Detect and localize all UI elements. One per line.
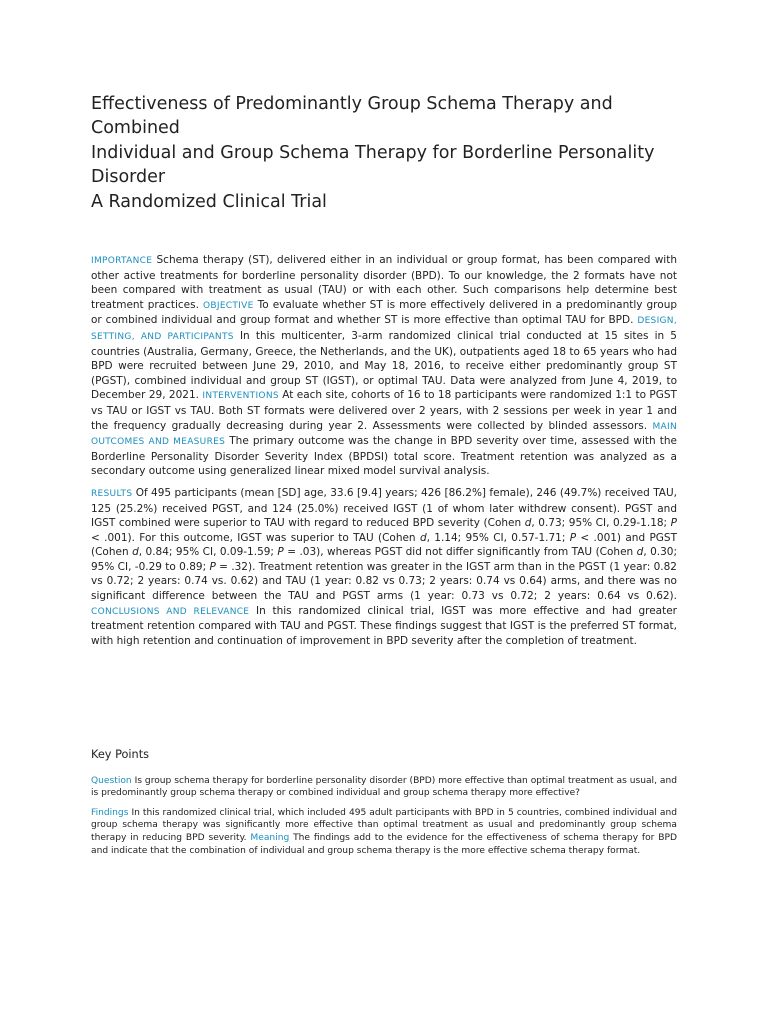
findings-text: In this randomized clinical trial, which included 495 adult participants with BPD in 5 countries, combined individual and group schema therapy was significantly more effective than optimal treatment as usual and predominantly group schema therapy in reducing BPD severity. (91, 807, 677, 843)
results-text: < .001) and PGST (Cohen (91, 531, 677, 559)
findings-label: Findings (91, 807, 129, 818)
results-text: = .03), whereas PGST did not differ significantly from TAU (Cohen (287, 546, 634, 559)
design-text: In this multicenter, 3-arm randomized clinical trial conducted at 15 sites in 5 countries (Australia, Germany, Greece, the Netherlands, and the UK), outpatients aged 18 to 65 years who had BPD were recruited between June 29, 2010, and May 18, 2016, to receive either predominantly group ST (PGST), combined individual and group ST (IGST), or optimal TAU. Data were analyzed from June 4, 2019, to December 29, 2021. (91, 329, 677, 402)
cohen-d-symbol: d (419, 531, 427, 544)
article-title (91, 92, 691, 214)
objective-label: OBJECTIVE (203, 300, 254, 311)
cohen-d-symbol: d (636, 546, 644, 559)
results-text: , 1.14; 95% CI, 0.57-1.71; (426, 531, 566, 544)
key-points (91, 749, 677, 857)
cohen-d-symbol: d (132, 546, 139, 559)
meaning-text: The findings add to the evidence for the effectiveness of schema therapy for BPD and indicate that the combination of individual and group schema therapy is the more effective schema therapy format. (91, 832, 677, 856)
p-value-symbol: P (209, 560, 216, 573)
interventions-text: At each site, cohorts of 16 to 18 participants were randomized 1:1 to PGST vs TAU or IGST vs TAU. Both ST formats were delivered over 2 years, with 2 sessions per week in year 1 and the frequency gradually decreasing during year 2. Assessments were collected by blinded assessors. (91, 389, 677, 432)
abstract-paragraph-results (91, 486, 677, 649)
key-points-findings (91, 807, 677, 857)
key-points-question (91, 775, 677, 800)
conclusions-text: In this randomized clinical trial, IGST was more effective and had greater treatment retention compared with TAU and PGST. These findings suggest that IGST is the preferred ST format, with high retention and continuation of improvement in BPD severity after the completion of treatment. (91, 604, 677, 647)
title-line-main: Effectiveness of Predominantly Group Schema Therapy and Combined (91, 94, 613, 139)
question-label: Question (91, 775, 132, 786)
outcomes-label: MAIN OUTCOMES AND MEASURES (91, 421, 677, 448)
key-points-heading: Key Points (91, 748, 150, 761)
abstract (91, 253, 677, 648)
results-text: , 0.73; 95% CI, 0.29-1.18; (531, 517, 668, 530)
meaning-label: Meaning (250, 832, 290, 843)
p-value-symbol: P (277, 546, 284, 559)
results-text: , 0.84; 95% CI, 0.09-1.59; (138, 546, 274, 559)
abstract-paragraph-main (91, 253, 677, 479)
cohen-d-symbol: d (524, 517, 532, 530)
p-value-symbol: P (670, 517, 678, 530)
objective-text: To evaluate whether ST is more effectively delivered in a predominantly group or combined individual and group format and whether ST is more effective than optimal TAU for BPD. (91, 298, 678, 327)
title-line-trial: A Randomized Clinical Trial (91, 191, 327, 212)
results-text: , 0.30; 95% CI, -0.29 to 0.89; (91, 546, 678, 573)
results-label: RESULTS (91, 488, 133, 499)
importance-text: Schema therapy (ST), delivered either in an individual or group format, has been compared with other active treatments for borderline personality disorder (BPD). To our knowledge, the 2 formats have not been compared with treatment as usual (TAU) or with each other. Such comparisons help determine best treatment practices. (91, 254, 677, 311)
design-label: DESIGN, SETTING, AND PARTICIPANTS (91, 316, 677, 342)
question-text: Is group schema therapy for borderline personality disorder (BPD) more effective than optimal treatment as usual, and is predominantly group schema therapy or combined individual and group schema therapy more effective? (91, 775, 677, 799)
results-text: < .001). For this outcome, IGST was superior to TAU (Cohen (91, 531, 416, 544)
p-value-symbol: P (569, 531, 577, 544)
interventions-label: INTERVENTIONS (202, 391, 279, 402)
results-text: Of 495 participants (mean [SD] age, 33.6 [9.4] years; 426 [86.2%] female), 246 (49.7%) received TAU, 125 (25.2%) received PGST, and 124 (25.0%) received IGST (1 of whom later withdrew consent). PGST and IGST combined were superior to TAU with regard to reduced BPD severity (Cohen (91, 486, 677, 530)
title-line-sub: Individual and Group Schema Therapy for Borderline Personality Disorder (91, 142, 655, 188)
results-text: = .32). Treatment retention was greater in the IGST arm than in the PGST (1 year: 0.82 vs 0.72; 2 years: 0.74 vs. 0.62) and TAU (1 year: 0.82 vs 0.73; 2 years: 0.74 vs 0.64) arms, and there was no significant difference between the TAU and PGST arms (1 year: 0.73 vs 0.72; 2 years: 0.64 vs 0.62). (91, 560, 677, 603)
conclusions-label: CONCLUSIONS AND RELEVANCE (91, 606, 250, 617)
importance-label: IMPORTANCE (91, 256, 153, 266)
outcomes-text: The primary outcome was the change in BPD severity over time, assessed with the Borderline Personality Disorder Severity Index (BPDSI) total score. Treatment retention was analyzed as a secondary outcome using generalized linear mixed model survival analysis. (91, 435, 677, 478)
